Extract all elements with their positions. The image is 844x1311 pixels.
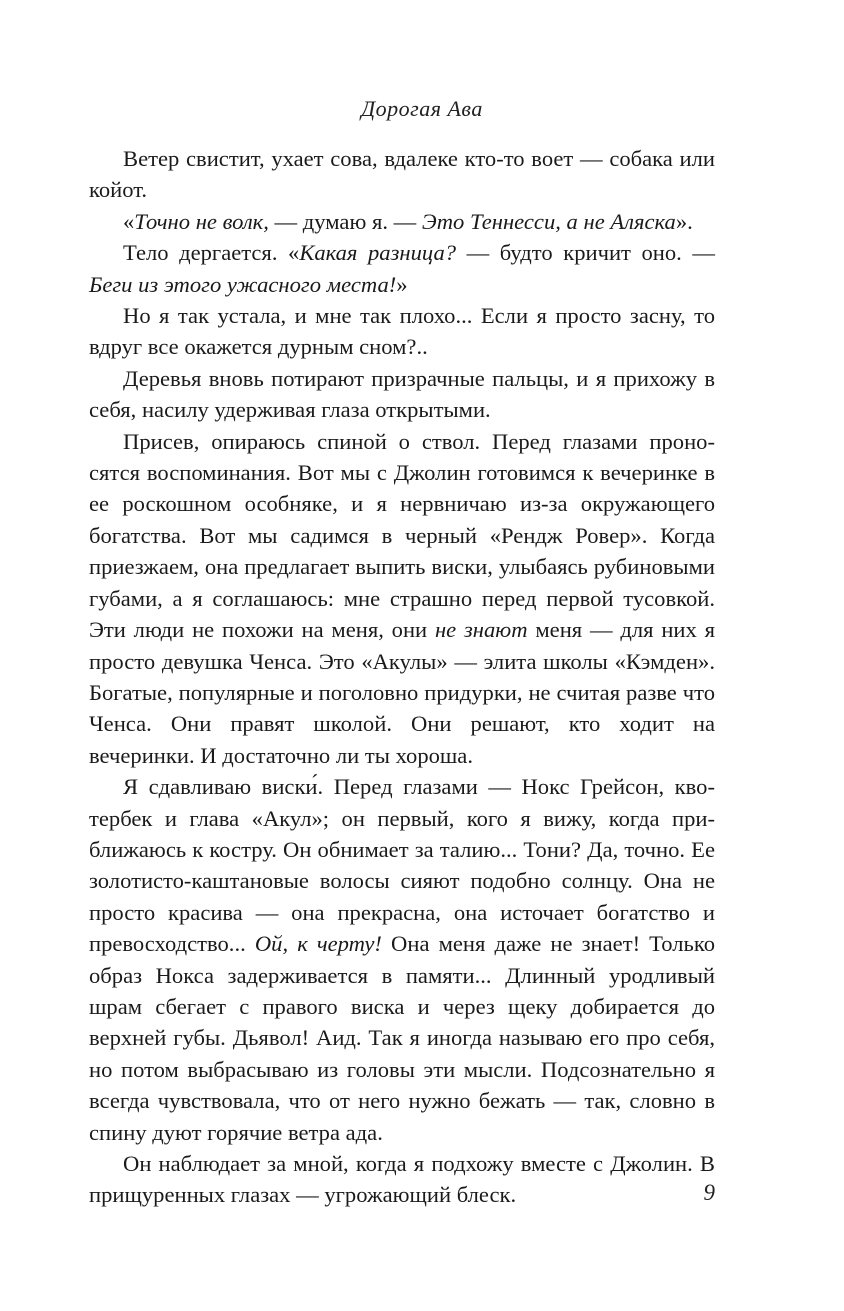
text-run: — думаю я. — xyxy=(268,208,422,234)
text-run: Она меня даже не знает! Только образ Нокса задерживается в памяти... Длинный уродливый шрам сбегает с правого виска и через щеку добирается до верхней губы. Дьявол! Аид. Так я иногда называю его про себя, но потом выбрасываю из головы эти мысли. Подсознательно я всегда чувствовала, что от него нужно бежать — так, словно в спину дуют горячие ветра ада. xyxy=(89,931,715,1145)
paragraph xyxy=(89,237,715,300)
text-run: — будто кричит оно. — xyxy=(456,240,715,266)
text-run: ». xyxy=(675,208,693,234)
text-run: меня — для них я просто девушка Ченса. Это «Акулы» — элита школы «Кэмден». Богатые, популярные и поголовно придурки, не считая разве что Ченса. Они правят школой. Они решают, кто ходит на вечеринки. И достаточно ли ты хороша. xyxy=(89,617,715,768)
italic-text: Беги из этого ужасного места! xyxy=(89,271,397,297)
running-title: Дорогая Ава xyxy=(361,96,483,121)
text-run: » xyxy=(396,271,408,297)
text-run: Но я так устала, и мне так плохо... Если я просто засну, то вдруг все окажется дурным сном?.. xyxy=(89,303,715,360)
text-run: Он наблюдает за мной, когда я подхожу вместе с Джолин. В прищуренных глазах — угрожающий блеск. xyxy=(89,1151,715,1208)
paragraph xyxy=(89,206,715,237)
paragraph xyxy=(89,300,715,363)
text-run: Деревья вновь потирают призрачные пальцы, и я прихожу в себя, насилу удерживая глаза открытыми. xyxy=(89,365,715,423)
italic-text: Ой, к черту! xyxy=(254,931,382,957)
text-run: Ветер свистит, ухает сова, вдалеке кто-то воет — собака или койот. xyxy=(89,146,715,203)
page-number: 9 xyxy=(703,1180,715,1205)
italic-text: Какая разница? xyxy=(299,240,457,266)
italic-text: Это Теннесси, а не Аляска xyxy=(421,208,676,234)
text-run: Я сдавливаю виски́. Перед глазами — Нокс Грейсон, квотербек и глава «Акул»; он первый, кого я вижу, когда приближаюсь к костру. Он обнимает за талию... Тони? Да, точно. Ее золотисто-каштановые волосы сияют подобно солнцу. Она не просто красива — она прекрасна, она источает богатство и превосходство... xyxy=(89,774,715,957)
text-run: « xyxy=(123,208,135,234)
paragraph xyxy=(89,1148,715,1211)
paragraph xyxy=(89,426,715,771)
italic-text: Точно не волк, xyxy=(134,208,269,234)
paragraph xyxy=(89,771,715,1148)
paragraph xyxy=(89,143,715,206)
text-run: Присев, опираюсь спиной о ствол. Перед глазами проносятся воспоминания. Вот мы с Джолин готовимся к вечеринке в ее роскошном особняке, и я нервничаю из-за окружающего богатства. Вот мы садимся в черный «Рендж Ровер». Когда приезжаем, она предлагает выпить виски, улыбаясь рубиновыми губами, а я соглашаюсь: мне страшно перед первой тусовкой. Эти люди не похожи на меня, они xyxy=(89,428,715,643)
italic-text: не знают xyxy=(434,617,528,643)
text-run: Тело дергается. « xyxy=(123,240,300,266)
body-text xyxy=(89,143,715,1211)
paragraph xyxy=(89,363,715,426)
